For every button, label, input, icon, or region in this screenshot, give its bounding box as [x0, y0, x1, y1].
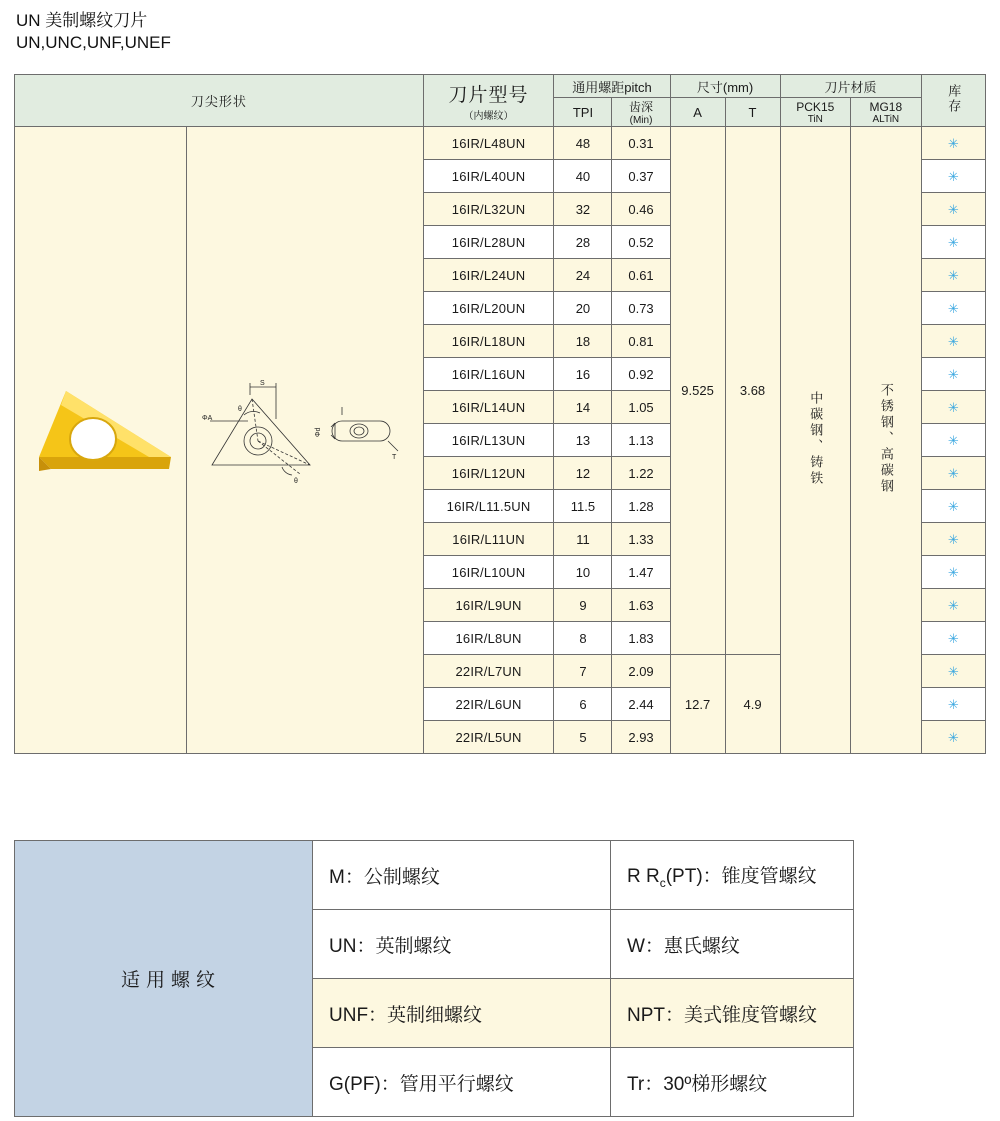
- tpi-cell: 6: [554, 688, 612, 721]
- model-cell: 16IR/L11UN: [423, 523, 554, 556]
- depth-cell: 0.73: [612, 292, 670, 325]
- drawing-label-d-phi: Φd: [315, 427, 323, 437]
- model-cell: 16IR/L24UN: [423, 259, 554, 292]
- header-stock-label: 库存: [946, 84, 962, 114]
- header-pck15-label: PCK15: [796, 99, 835, 114]
- tpi-cell: 16: [554, 358, 612, 391]
- stock-cell: ✳: [921, 259, 985, 292]
- header-depth-unit: (Min): [629, 115, 653, 126]
- header-pck15: [780, 98, 851, 127]
- depth-cell: 2.44: [612, 688, 670, 721]
- stock-cell: ✳: [921, 292, 985, 325]
- stock-cell: ✳: [921, 226, 985, 259]
- tpi-cell: 13: [554, 424, 612, 457]
- stock-cell: ✳: [921, 556, 985, 589]
- title-line-1: UN 美制螺纹刀片: [16, 11, 148, 30]
- material-mg18-text: 不锈钢、高碳钢: [878, 382, 894, 495]
- stock-cell: ✳: [921, 688, 985, 721]
- header-shape: 刀尖形状: [15, 75, 424, 127]
- tpi-cell: 5: [554, 721, 612, 754]
- insert-photo: [21, 379, 181, 499]
- header-pitch-group: 通用螺距pitch: [554, 75, 670, 98]
- model-cell: 16IR/L28UN: [423, 226, 554, 259]
- model-cell: 16IR/L14UN: [423, 391, 554, 424]
- material-pck15-cell: [780, 127, 851, 754]
- header-model-main: 刀片型号: [448, 84, 529, 106]
- page-title: [16, 10, 171, 54]
- depth-cell: 0.61: [612, 259, 670, 292]
- depth-cell: 0.81: [612, 325, 670, 358]
- stock-cell: ✳: [921, 622, 985, 655]
- thread-type-legend: [14, 840, 854, 1117]
- header-t: T: [725, 98, 780, 127]
- header-tpi: TPI: [554, 98, 612, 127]
- legend-cell-right: W：惠氏螺纹: [611, 910, 854, 979]
- model-cell: 16IR/L16UN: [423, 358, 554, 391]
- material-mg18-cell: [851, 127, 922, 754]
- depth-cell: 2.93: [612, 721, 670, 754]
- header-a: A: [670, 98, 725, 127]
- model-cell: 16IR/L13UN: [423, 424, 554, 457]
- model-cell: 22IR/L5UN: [423, 721, 554, 754]
- header-mg18-label: MG18: [869, 99, 903, 114]
- model-cell: 16IR/L48UN: [423, 127, 554, 160]
- header-model-sub: （内螺纹）: [463, 110, 514, 122]
- legend-cell-right: NPT：美式锥度管螺纹: [611, 979, 854, 1048]
- tpi-cell: 12: [554, 457, 612, 490]
- depth-cell: 1.13: [612, 424, 670, 457]
- stock-cell: ✳: [921, 160, 985, 193]
- tpi-cell: 8: [554, 622, 612, 655]
- size-t-cell: 3.68: [725, 127, 780, 655]
- drawing-label-s: S: [260, 379, 266, 387]
- tpi-cell: 11.5: [554, 490, 612, 523]
- size-a-cell: 9.525: [670, 127, 725, 655]
- header-depth-label: 齿深: [629, 100, 654, 114]
- stock-cell: ✳: [921, 523, 985, 556]
- tpi-cell: 40: [554, 160, 612, 193]
- legend-row: [15, 841, 854, 910]
- table-row: [15, 127, 986, 160]
- header-mg18: [851, 98, 922, 127]
- depth-cell: 2.09: [612, 655, 670, 688]
- depth-cell: 1.28: [612, 490, 670, 523]
- model-cell: 22IR/L6UN: [423, 688, 554, 721]
- model-cell: 16IR/L8UN: [423, 622, 554, 655]
- tpi-cell: 48: [554, 127, 612, 160]
- stock-cell: ✳: [921, 325, 985, 358]
- depth-cell: 0.46: [612, 193, 670, 226]
- tpi-cell: 24: [554, 259, 612, 292]
- depth-cell: 1.47: [612, 556, 670, 589]
- depth-cell: 0.52: [612, 226, 670, 259]
- header-depth: [612, 98, 670, 127]
- legend-rc-pre: R R: [627, 865, 660, 887]
- header-size-group: 尺寸(mm): [670, 75, 780, 98]
- depth-cell: 1.33: [612, 523, 670, 556]
- tpi-cell: 32: [554, 193, 612, 226]
- tpi-cell: 11: [554, 523, 612, 556]
- technical-drawing: [192, 379, 417, 499]
- insert-photo-cell: [15, 127, 187, 754]
- tpi-cell: 7: [554, 655, 612, 688]
- depth-cell: 1.83: [612, 622, 670, 655]
- depth-cell: 0.31: [612, 127, 670, 160]
- drawing-label-theta-2: θ: [294, 477, 299, 485]
- depth-cell: 1.22: [612, 457, 670, 490]
- stock-cell: ✳: [921, 358, 985, 391]
- legend-rc-sub: c: [659, 875, 666, 890]
- stock-cell: ✳: [921, 457, 985, 490]
- stock-cell: ✳: [921, 127, 985, 160]
- depth-cell: 0.37: [612, 160, 670, 193]
- model-cell: 16IR/L11.5UN: [423, 490, 554, 523]
- depth-cell: 1.63: [612, 589, 670, 622]
- model-cell: 16IR/L40UN: [423, 160, 554, 193]
- stock-cell: ✳: [921, 424, 985, 457]
- stock-cell: ✳: [921, 193, 985, 226]
- depth-cell: 1.05: [612, 391, 670, 424]
- stock-cell: ✳: [921, 391, 985, 424]
- drawing-label-phi-a: ΦA: [202, 414, 213, 422]
- stock-cell: ✳: [921, 490, 985, 523]
- title-line-2: UN,UNC,UNF,UNEF: [16, 33, 171, 52]
- model-cell: 16IR/L12UN: [423, 457, 554, 490]
- size-t-cell: 4.9: [725, 655, 780, 754]
- depth-cell: 0.92: [612, 358, 670, 391]
- tpi-cell: 14: [554, 391, 612, 424]
- insert-spec-table: [14, 74, 986, 754]
- legend-cell-left: UN：英制螺纹: [313, 910, 611, 979]
- model-cell: 16IR/L10UN: [423, 556, 554, 589]
- legend-rc-post: (PT)：锥度管螺纹: [665, 865, 817, 887]
- legend-cell-right: [611, 841, 854, 910]
- tpi-cell: 20: [554, 292, 612, 325]
- technical-drawing-cell: [187, 127, 424, 754]
- stock-cell: ✳: [921, 589, 985, 622]
- model-cell: 16IR/L18UN: [423, 325, 554, 358]
- legend-cell-left: M：公制螺纹: [313, 841, 611, 910]
- legend-cell-right: Tr：30º梯形螺纹: [611, 1048, 854, 1117]
- header-model: [423, 75, 554, 127]
- legend-title: 适用螺纹: [15, 841, 313, 1117]
- tpi-cell: 18: [554, 325, 612, 358]
- model-cell: 22IR/L7UN: [423, 655, 554, 688]
- stock-cell: ✳: [921, 655, 985, 688]
- model-cell: 16IR/L9UN: [423, 589, 554, 622]
- model-cell: 16IR/L20UN: [423, 292, 554, 325]
- header-pck15-sub: TiN: [807, 113, 823, 125]
- tpi-cell: 9: [554, 589, 612, 622]
- header-mg18-sub: ALTiN: [872, 113, 900, 125]
- tpi-cell: 10: [554, 556, 612, 589]
- legend-cell-left: G(PF)：管用平行螺纹: [313, 1048, 611, 1117]
- header-material-group: 刀片材质: [780, 75, 921, 98]
- drawing-label-t: T: [392, 453, 397, 461]
- header-stock: [921, 75, 985, 127]
- drawing-label-theta-1: θ: [238, 405, 243, 413]
- legend-cell-left: UNF：英制细螺纹: [313, 979, 611, 1048]
- size-a-cell: 12.7: [670, 655, 725, 754]
- material-pck15-text: 中碳钢、铸铁: [808, 390, 824, 487]
- tpi-cell: 28: [554, 226, 612, 259]
- model-cell: 16IR/L32UN: [423, 193, 554, 226]
- stock-cell: ✳: [921, 721, 985, 754]
